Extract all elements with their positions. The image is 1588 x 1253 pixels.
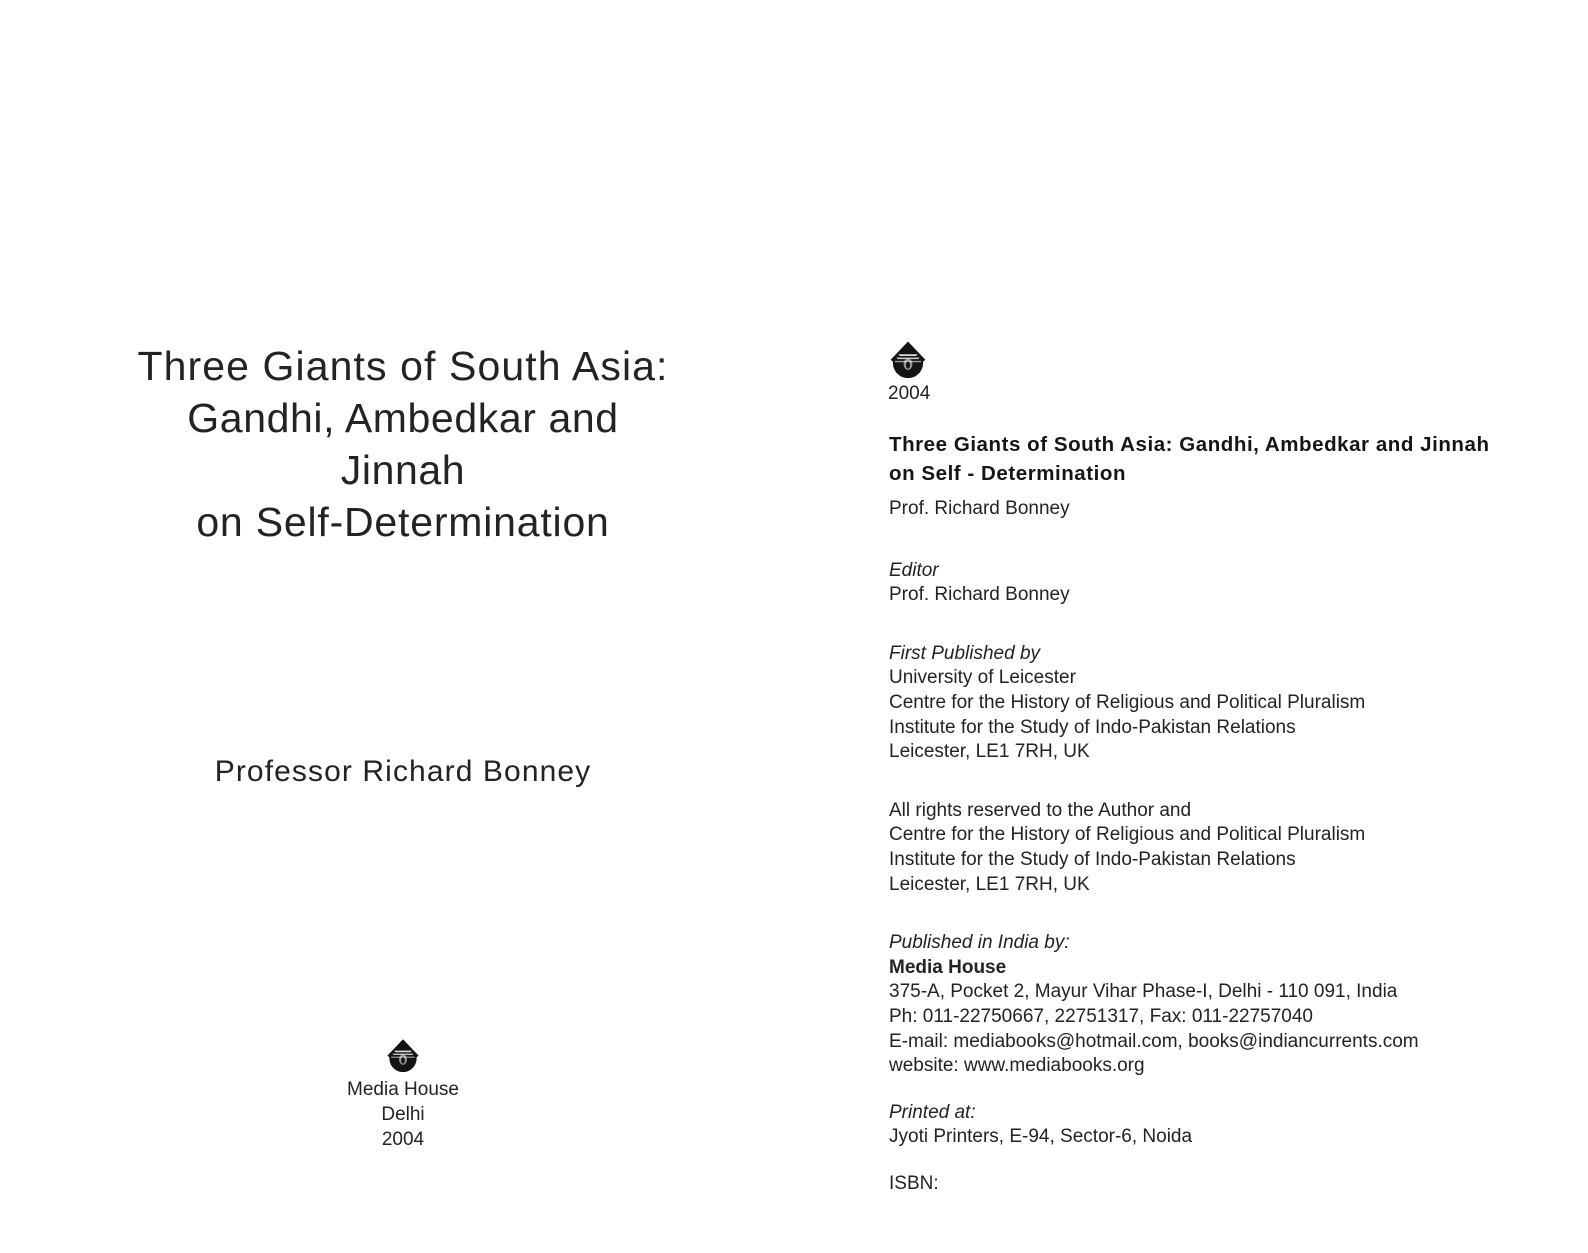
india-publisher-name: Media House — [889, 956, 1007, 978]
copyright-page — [794, 0, 1588, 1253]
india-publisher-address: 375-A, Pocket 2, Mayur Vihar Phase-I, Delhi - 110 091, India — [889, 981, 1398, 1003]
india-publisher-email: E-mail: mediabooks@hotmail.com, books@indiancurrents.com — [889, 1030, 1419, 1052]
printed-at-heading: Printed at: — [889, 1101, 976, 1123]
imprint-city: Delhi — [381, 1104, 425, 1125]
spacer — [889, 1150, 1509, 1172]
imprint-year: 2004 — [381, 1129, 425, 1150]
isbn-label: ISBN: — [889, 1172, 939, 1194]
spacer — [889, 897, 1509, 931]
media-house-logo-icon-top — [889, 338, 927, 383]
rights-line: All rights reserved to the Author and — [889, 799, 1192, 821]
rights-line: Centre for the History of Religious and Political Pluralism — [889, 824, 1366, 846]
author-credit — [0, 755, 806, 789]
title-line-2: Gandhi, Ambedkar and — [187, 395, 619, 441]
media-house-logo-icon — [386, 1036, 420, 1072]
first-published-line: Leicester, LE1 7RH, UK — [889, 741, 1090, 763]
editor-name: Prof. Richard Bonney — [889, 584, 1070, 606]
author-name: Professor Richard Bonney — [214, 755, 592, 788]
copyright-book-title: Three Giants of South Asia: Gandhi, Ambedkar and Jinnah on Self - Determination — [889, 433, 1490, 485]
copyright-body — [889, 430, 1509, 1196]
editor-heading: Editor — [889, 559, 939, 581]
first-published-line: Institute for the Study of Indo-Pakistan Relations — [889, 716, 1296, 738]
copyright-author — [889, 497, 1509, 522]
spacer — [889, 765, 1509, 799]
published-in-india-section — [889, 931, 1509, 1079]
first-published-section — [889, 642, 1509, 765]
first-published-line: University of Leicester — [889, 667, 1076, 689]
book-title — [0, 340, 806, 548]
spacer — [889, 608, 1509, 642]
india-publisher-phone: Ph: 011-22750667, 22751317, Fax: 011-22757040 — [889, 1005, 1313, 1027]
imprint-block — [0, 1036, 806, 1152]
copyright-author-name: Prof. Richard Bonney — [889, 498, 1070, 519]
imprint-publisher: Media House — [347, 1079, 459, 1100]
published-in-india-heading: Published in India by: — [889, 932, 1070, 954]
rights-line: Leicester, LE1 7RH, UK — [889, 873, 1090, 895]
rights-section — [889, 799, 1509, 897]
rights-line: Institute for the Study of Indo-Pakistan Relations — [889, 848, 1296, 870]
printer-name: Jyoti Printers, E-94, Sector-6, Noida — [889, 1126, 1193, 1148]
printed-at-section — [889, 1101, 1509, 1150]
editor-section — [889, 559, 1509, 608]
isbn-section — [889, 1172, 1509, 1197]
copyright-year: 2004 — [888, 383, 931, 404]
first-published-line: Centre for the History of Religious and Political Pluralism — [889, 691, 1366, 713]
india-publisher-website: website: www.mediabooks.org — [889, 1055, 1145, 1077]
title-line-1: Three Giants of South Asia: — [137, 343, 669, 389]
spacer — [889, 522, 1509, 559]
first-published-heading: First Published by — [889, 642, 1041, 664]
spacer — [889, 1079, 1509, 1101]
title-line-4: on Self-Determination — [196, 499, 610, 545]
title-line-3: Jinnah — [340, 447, 466, 493]
